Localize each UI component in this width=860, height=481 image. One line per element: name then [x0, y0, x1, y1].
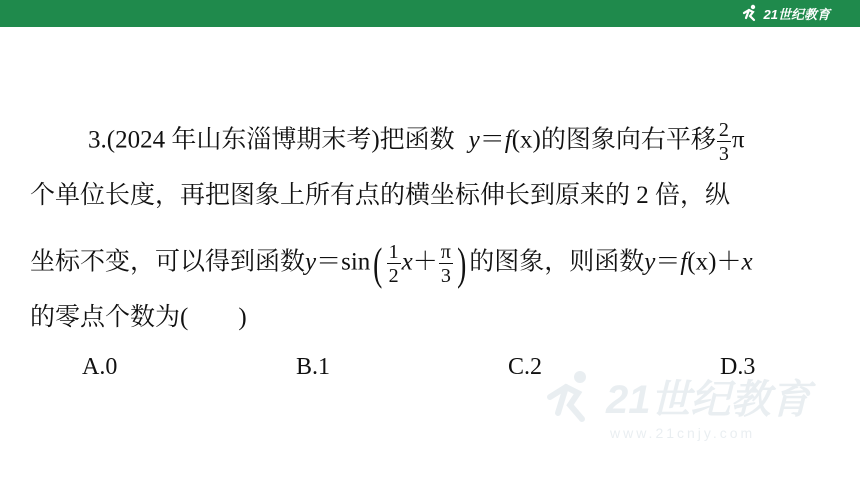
- question-line-4: 的零点个数为( ): [30, 304, 247, 331]
- choice-c[interactable]: C.2: [508, 354, 543, 380]
- running-figure-icon: [740, 4, 760, 22]
- watermark-figure-icon: [540, 369, 600, 425]
- right-paren: ): [456, 238, 467, 289]
- choice-a[interactable]: A.0: [82, 354, 118, 380]
- watermark-text: 21世纪教育: [606, 378, 811, 422]
- question-source: 3.(2024 年山东淄博期末考)把函数: [88, 126, 455, 154]
- header-bar: [0, 0, 860, 27]
- logo-text: 21世纪教育: [763, 6, 830, 22]
- question-line-3: 坐标不变，可以得到函数y＝sin( $\frac{1}{2}$ x＋ $\frac{\pi}{3}$ ) 的图象，则函数y＝f(x)＋x: [30, 238, 753, 289]
- choice-b[interactable]: B.1: [296, 354, 331, 380]
- choice-d[interactable]: D.3: [720, 354, 756, 380]
- watermark: [540, 368, 811, 441]
- brand-logo: [740, 3, 830, 23]
- watermark-url: www.21cnjy.com: [610, 425, 756, 441]
- question-line-1: 3.(2024 年山东淄博期末考)把函数 y＝f(x)的图象向右平移 $\frac{2}{3}$ π: [88, 119, 745, 165]
- left-paren: (: [373, 238, 383, 289]
- fraction-one-half: $\frac{1}{2}$: [388, 241, 399, 287]
- question-line-2: 个单位长度，再把图象上所有点的横坐标伸长到原来的 2 倍，纵: [30, 182, 731, 209]
- fraction-pi-thirds: $\frac{\pi}{3}$: [440, 241, 451, 287]
- fraction-two-thirds: $\frac{2}{3}$: [718, 119, 729, 165]
